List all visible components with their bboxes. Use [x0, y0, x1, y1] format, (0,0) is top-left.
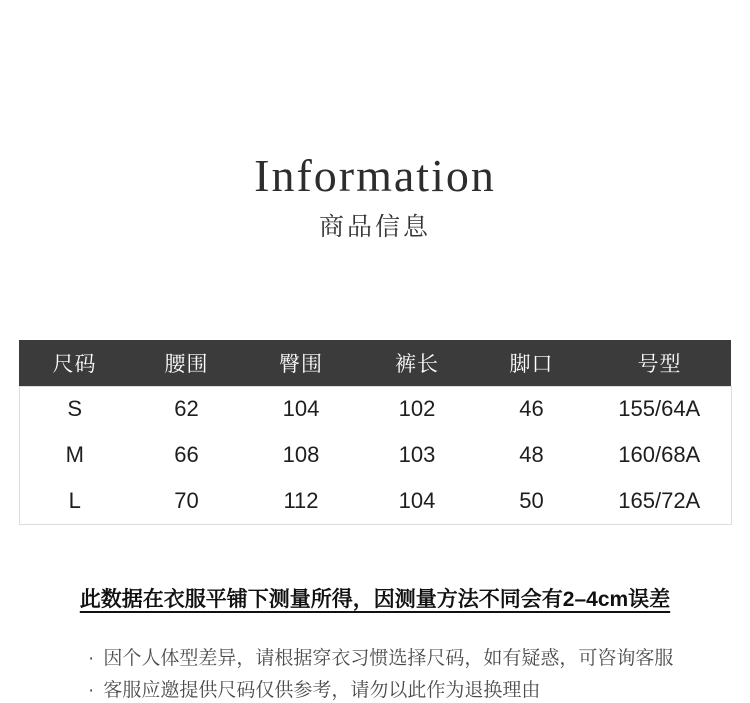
- cell-size: L: [68, 487, 81, 513]
- cell-hip: 112: [283, 487, 319, 513]
- bullet-glyph: ·: [88, 679, 95, 701]
- cell-waist: 70: [174, 487, 199, 513]
- col-header-leg-opening: 脚口: [509, 352, 554, 376]
- cell-size-spec: 155/64A: [618, 396, 701, 422]
- cell-pants-length: 104: [398, 487, 436, 513]
- page-subtitle: 商品信息: [318, 213, 431, 241]
- list-item: [88, 643, 710, 675]
- col-header-hip: 臀围: [279, 352, 323, 376]
- cell-size-spec: 160/68A: [618, 442, 701, 467]
- list-item: [88, 675, 710, 703]
- cell-hip: 104: [282, 396, 320, 422]
- cell-leg-opening: 48: [519, 442, 544, 467]
- cell-pants-length: 102: [398, 396, 436, 422]
- cell-leg-opening: 50: [519, 487, 544, 513]
- cell-size: S: [67, 396, 83, 422]
- col-header-pants-length: 裤长: [395, 352, 439, 376]
- cell-leg-opening: 46: [519, 396, 544, 422]
- cell-waist: 62: [174, 396, 199, 422]
- table-header-row: [19, 340, 731, 386]
- note-text-return-policy: 客服应邀提供尺码仅供参考，请勿以此作为退换理由: [103, 679, 541, 701]
- cell-pants-length: 103: [398, 442, 436, 467]
- section-header: [0, 0, 750, 245]
- note-text-sizing-advice: 因个人体型差异，请根据穿衣习惯选择尺码，如有疑惑，可咨询客服: [103, 647, 674, 669]
- table-row-m: [19, 432, 731, 478]
- notes-list: [88, 643, 710, 703]
- cell-waist: 66: [174, 442, 199, 467]
- page-title: Information: [254, 150, 496, 201]
- bullet-glyph: ·: [88, 647, 95, 669]
- col-header-waist: 腰围: [164, 352, 209, 376]
- measurement-disclaimer: 此数据在衣服平铺下测量所得，因测量方法不同会有2–4cm误差: [79, 587, 671, 611]
- col-header-size: 尺码: [52, 352, 97, 376]
- table-row-s: [19, 386, 731, 432]
- size-chart-header: [19, 340, 731, 386]
- cell-hip: 108: [282, 442, 320, 467]
- cell-size: M: [65, 442, 84, 467]
- col-header-size-spec: 号型: [637, 352, 682, 376]
- cell-size-spec: 165/72A: [618, 487, 701, 513]
- table-row-l: [19, 478, 731, 524]
- size-chart-table: [19, 340, 732, 525]
- size-chart-body: [19, 386, 731, 524]
